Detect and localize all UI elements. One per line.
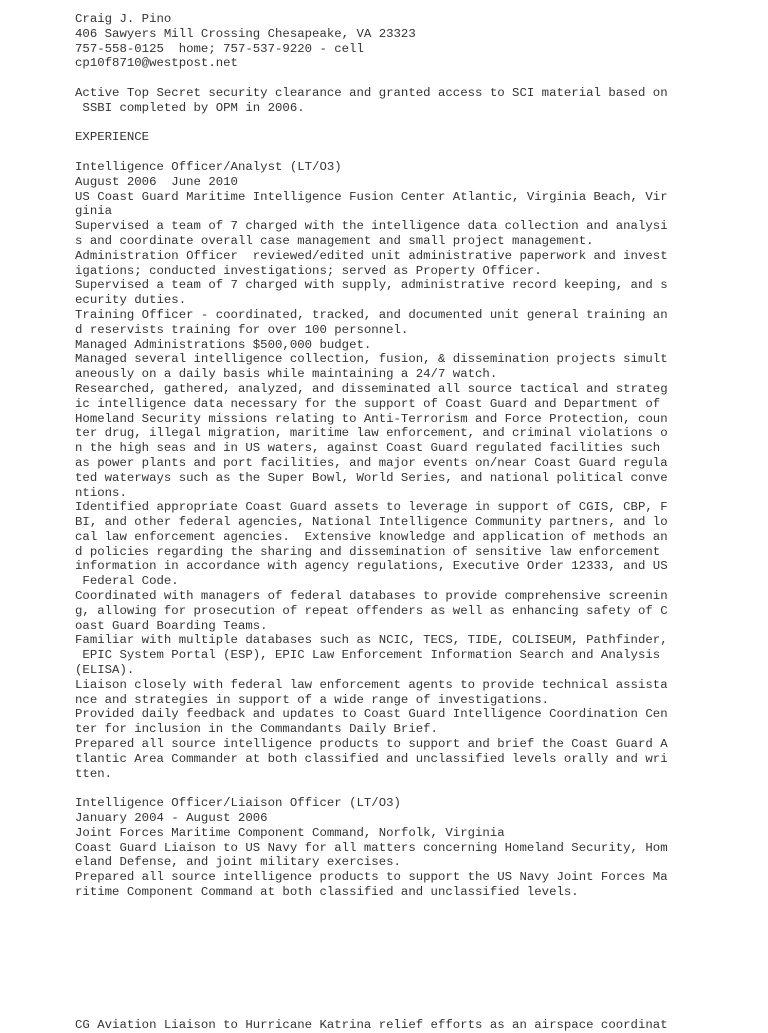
text-line: ic intelligence data necessary for the support of Coast Guard and Department of (75, 396, 661, 411)
text-line: Homeland Security missions relating to Anti-Terrorism and Force Protection, coun (75, 411, 668, 426)
blank-line (75, 944, 668, 959)
blank-line (75, 974, 668, 989)
blank-line (75, 959, 668, 974)
text-line: Coast Guard Liaison to US Navy for all matters concerning Homeland Security, Hom (75, 840, 668, 855)
text-line: cp10f8710@westpost.net (75, 56, 238, 71)
blank-line (75, 145, 668, 160)
text-line: eland Defense, and joint military exercises. (75, 855, 401, 870)
text-line: Prepared all source intelligence products to support and brief the Coast Guard A (75, 737, 668, 752)
text-line: Training Officer - coordinated, tracked, and documented unit general training an (75, 307, 668, 322)
blank-line (75, 781, 668, 796)
text-line: oast Guard Boarding Teams. (75, 618, 268, 633)
text-line: 757-558-0125 home; 757-537-9220 - cell (75, 41, 364, 56)
text-line: Familiar with multiple databases such as NCIC, TECS, TIDE, COLISEUM, Pathfinder, (75, 633, 668, 648)
text-line: Active Top Secret security clearance and granted access to SCI material based on (75, 85, 668, 100)
text-line: s and coordinate overall case management and small project management. (75, 233, 594, 248)
text-line: Liaison closely with federal law enforcement agents to provide technical assista (75, 677, 668, 692)
text-line: Supervised a team of 7 charged with the intelligence data collection and analysi (75, 219, 668, 234)
text-line: ter drug, illegal migration, maritime law enforcement, and criminal violations o (75, 426, 668, 441)
text-line: ginia (75, 204, 113, 219)
text-line: Managed Administrations $500,000 budget. (75, 337, 372, 352)
blank-line (75, 71, 668, 86)
text-line: August 2006 June 2010 (75, 174, 238, 189)
text-line: Supervised a team of 7 charged with supply, administrative record keeping, and s (75, 278, 668, 293)
text-line: SSBI completed by OPM in 2006. (75, 100, 305, 115)
text-line: information in accordance with agency regulations, Executive Order 12333, and US (75, 559, 668, 574)
text-line: EPIC System Portal (ESP), EPIC Law Enforcement Information Search and Analysis (75, 648, 661, 663)
text-line: ntions. (75, 485, 127, 500)
text-line: CG Aviation Liaison to Hurricane Katrina relief efforts as an airspace coordinat (75, 1018, 668, 1033)
text-line: 406 Sawyers Mill Crossing Chesapeake, VA 23323 (75, 26, 416, 41)
text-line: igations; conducted investigations; served as Property Officer. (75, 263, 542, 278)
text-line: Managed several intelligence collection, fusion, & dissemination projects simult (75, 352, 668, 367)
text-line: cal law enforcement agencies. Extensive knowledge and application of methods an (75, 529, 668, 544)
text-line: Intelligence Officer/Liaison Officer (LT/O3) (75, 796, 401, 811)
text-line: ecurity duties. (75, 293, 187, 308)
text-line: Coordinated with managers of federal databases to provide comprehensive screenin (75, 589, 668, 604)
text-line: US Coast Guard Maritime Intelligence Fusion Center Atlantic, Virginia Beach, Vir (75, 189, 668, 204)
text-line: nce and strategies in support of a wide range of investigations. (75, 692, 550, 707)
text-line: Intelligence Officer/Analyst (LT/O3) (75, 159, 342, 174)
text-line: EXPERIENCE (75, 130, 150, 145)
text-line: g, allowing for prosecution of repeat offenders as well as enhancing safety of C (75, 603, 668, 618)
text-line: Provided daily feedback and updates to Coast Guard Intelligence Coordination Cen (75, 707, 668, 722)
text-line: n the high seas and in US waters, against Coast Guard regulated facilities such (75, 441, 661, 456)
text-line: as power plants and port facilities, and major events on/near Coast Guard regula (75, 455, 668, 470)
text-line: Researched, gathered, analyzed, and disseminated all source tactical and strateg (75, 381, 668, 396)
text-line: d reservists training for over 100 personnel. (75, 322, 409, 337)
text-line: Joint Forces Maritime Component Command, Norfolk, Virginia (75, 825, 505, 840)
text-line: tten. (75, 766, 113, 781)
text-line: Craig J. Pino (75, 12, 172, 26)
text-line: tlantic Area Commander at both classified and unclassified levels orally and wri (75, 751, 668, 766)
text-line: January 2004 - August 2006 (75, 811, 268, 826)
text-line: d policies regarding the sharing and dissemination of sensitive law enforcement (75, 544, 661, 559)
text-line: ted waterways such as the Super Bowl, World Series, and national political conve (75, 470, 668, 485)
text-line: BI, and other federal agencies, National Intelligence Community partners, and lo (75, 515, 668, 530)
blank-line (75, 1003, 668, 1018)
text-line: Federal Code. (75, 574, 179, 589)
text-line: Identified appropriate Coast Guard assets to leverage in support of CGIS, CBP, F (75, 500, 668, 515)
blank-line (75, 989, 668, 1004)
text-line: ter for inclusion in the Commandants Daily Brief. (75, 722, 438, 737)
blank-line (75, 929, 668, 944)
text-line: Administration Officer reviewed/edited unit administrative paperwork and invest (75, 248, 668, 263)
blank-line (75, 116, 668, 131)
blank-line (75, 900, 668, 915)
blank-line (75, 915, 668, 930)
resume-text (75, 12, 668, 1033)
text-line: aneously on a daily basis while maintaining a 24/7 watch. (75, 367, 498, 382)
text-line: ritime Component Command at both classified and unclassified levels. (75, 885, 579, 900)
text-line: (ELISA). (75, 663, 135, 678)
text-line: Prepared all source intelligence products to support the US Navy Joint Forces Ma (75, 870, 668, 885)
